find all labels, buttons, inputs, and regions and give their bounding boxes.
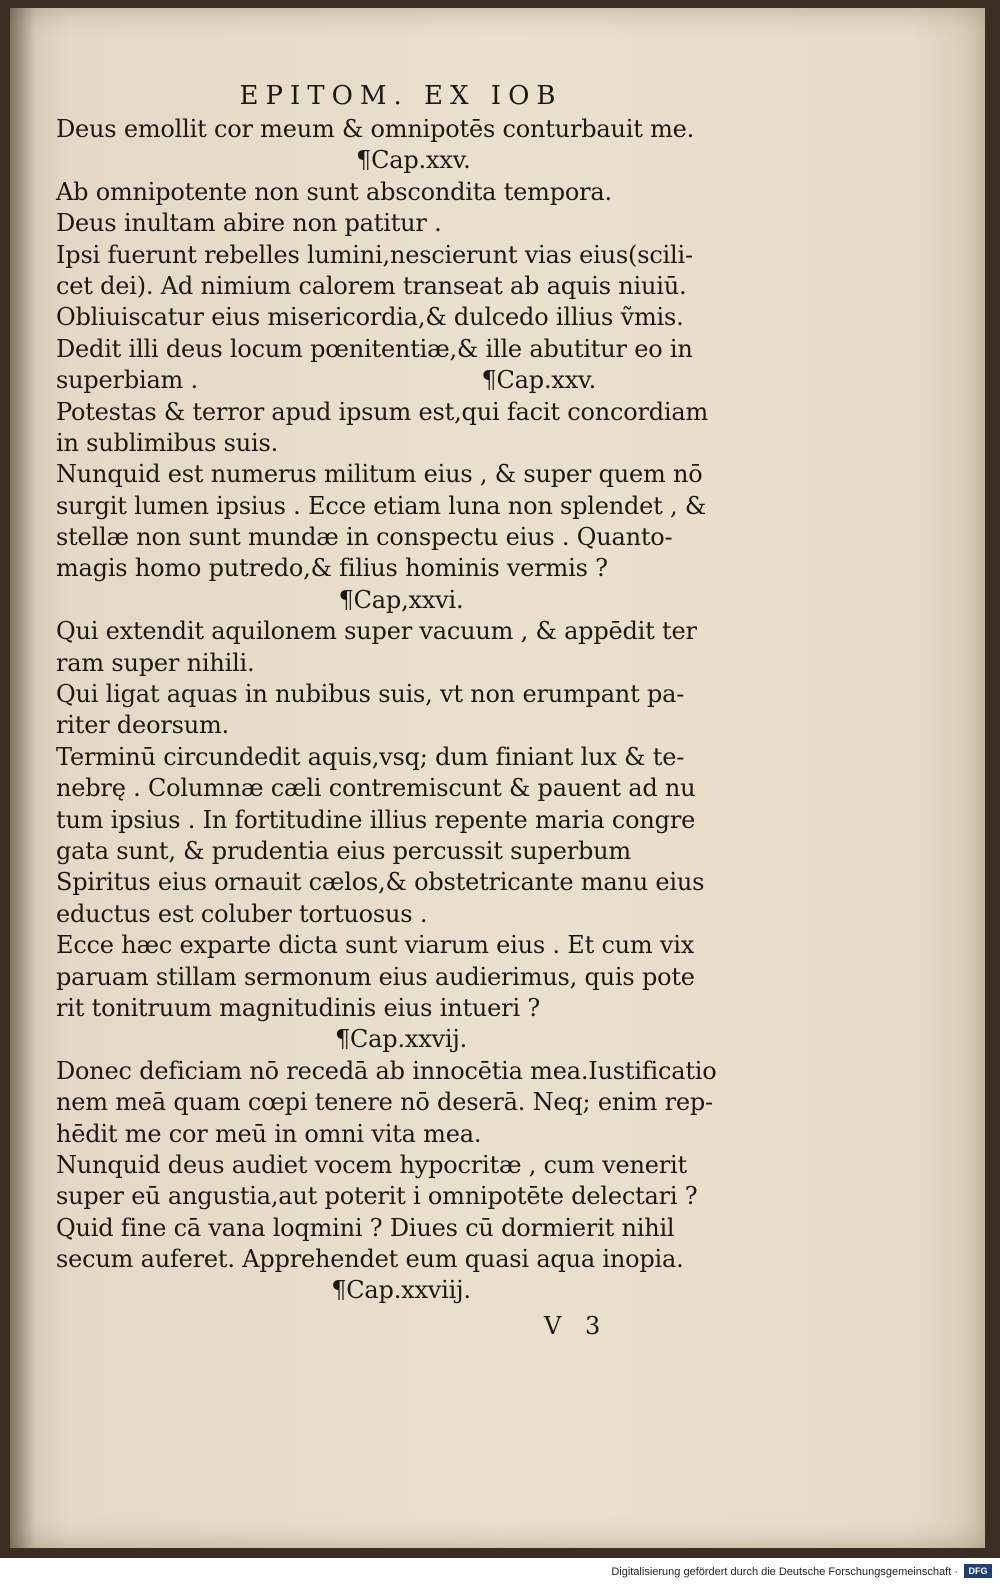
text-line: stellæ non sunt mundæ in conspectu eius . Quanto- — [56, 523, 673, 552]
dfg-logo: DFG — [964, 1564, 992, 1578]
text-line: tum ipsius . In fortitudine illius repente maria congre — [56, 805, 696, 834]
text-line: surgit lumen ipsius . Ecce etiam luna non splendet , & — [56, 491, 707, 520]
text-line: riter deorsum. — [56, 711, 229, 740]
text-line: Obliuiscatur eius misericordia,& dulcedo illius ṽmis. — [56, 303, 684, 332]
text-line: Quid fine cā vana loqmini ? Diues cū dormierit nihil — [56, 1213, 675, 1242]
funding-credit: Digitalisierung gefördert durch die Deutsche Forschungsgemeinschaft · — [611, 1566, 958, 1578]
text-line: ram super nihili. — [56, 648, 255, 677]
text-line: Deus inultam abire non patitur . — [56, 209, 442, 238]
text-line: rit tonitruum magnitudinis eius intueri ? — [56, 993, 541, 1022]
chapter-heading: ¶Cap.xxv. — [356, 146, 471, 175]
signature-mark: V 3 — [544, 1311, 609, 1340]
text-line: cet dei). Ad nimium calorem transeat ab aquis niuiū. — [56, 271, 687, 300]
text-line: Dedit illi deus locum pœnitentiæ,& ille abutitur eo in — [56, 334, 693, 363]
text-line: Ipsi fuerunt rebelles lumini,nescierunt vias eius(scili- — [56, 240, 693, 269]
running-head: EPITOM. EX IOB — [239, 81, 563, 111]
text-line: Terminū circundedit aquis,vsq; dum finiant lux & te- — [56, 742, 685, 771]
text-line: Deus emollit cor meum & omnipotēs conturbauit me. — [56, 115, 695, 143]
chapter-heading: ¶Cap.xxv. — [481, 366, 596, 395]
footer-bar — [0, 1558, 1000, 1587]
text-line: secum auferet. Apprehendet eum quasi aqua inopia. — [56, 1245, 684, 1274]
text-line: nem meā quam cœpi tenere nō deserā. Neq; enim rep- — [56, 1088, 713, 1117]
chapter-heading: ¶Cap.xxvij. — [334, 1025, 468, 1054]
text-line: magis homo putredo,& filius hominis vermis ? — [56, 554, 608, 583]
page-text — [56, 78, 746, 1342]
chapter-heading: ¶Cap,xxvi. — [338, 585, 464, 614]
text-line: hēdit me cor meū in omni vita mea. — [56, 1119, 482, 1148]
text-line: gata sunt, & prudentia eius percussit superbum — [56, 836, 631, 865]
text-line: Qui extendit aquilonem super vacuum , & appēdit ter — [56, 617, 697, 646]
text-line: super eū angustia,aut poterit i omnipotēte delectari ? — [56, 1182, 698, 1211]
text-line: Ecce hæc exparte dicta sunt viarum eius . Et cum vix — [56, 931, 695, 960]
text-line: Donec deficiam nō recedā ab innocētia mea.Iustificatio — [56, 1056, 717, 1085]
gutter-shadow — [10, 8, 36, 1548]
text-line: Qui ligat aquas in nubibus suis, vt non erumpant pa- — [56, 680, 685, 709]
text-line: eductus est coluber tortuosus . — [56, 899, 428, 928]
text-line-with-heading — [56, 365, 746, 396]
chapter-heading: ¶Cap.xxviij. — [331, 1276, 471, 1305]
text-line: paruam stillam sermonum eius audierimus, quis pote — [56, 962, 695, 991]
book-page — [10, 8, 985, 1548]
text-line: in sublimibus suis. — [56, 428, 279, 457]
text-line: Nunquid deus audiet vocem hypocritæ , cum venerit — [56, 1150, 687, 1179]
text-line: Ab omnipotente non sunt abscondita tempora. — [56, 177, 612, 206]
text-line: Spiritus eius ornauit cælos,& obstetricante manu eius — [56, 868, 705, 897]
text-line: nebrę . Columnæ cæli contremiscunt & pauent ad nu — [56, 774, 696, 803]
text-line: Potestas & terror apud ipsum est,qui facit concordiam — [56, 397, 709, 426]
text-line: Nunquid est numerus militum eius , & super quem nō — [56, 460, 703, 489]
text-line: superbiam . — [56, 366, 198, 395]
